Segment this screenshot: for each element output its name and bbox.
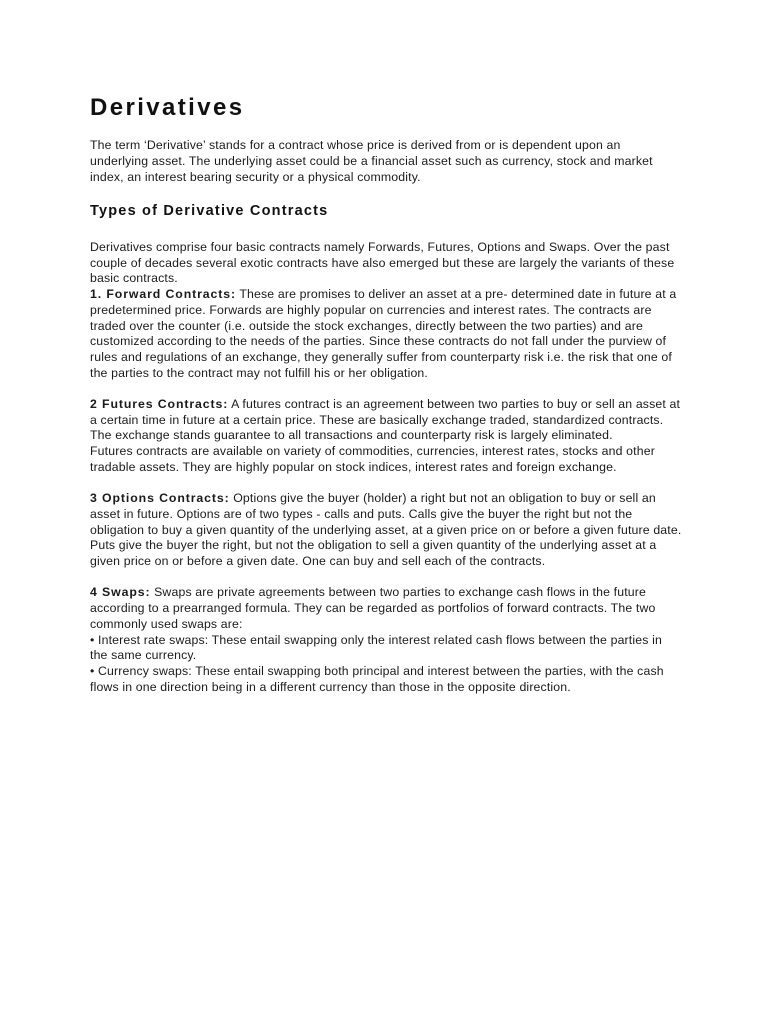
options-contracts-paragraph [90, 491, 682, 570]
options-contracts-lead: 3 Options Contracts: [90, 491, 230, 506]
swaps-text: Swaps are private agreements between two parties to exchange cash flows in the future according to a prearranged formula. They can be regarded as portfolios of forward contracts. The two commonly used swaps are: [90, 585, 656, 631]
futures-contracts-lead: 2 Futures Contracts: [90, 397, 229, 412]
swaps-paragraph [90, 585, 682, 632]
document-title: Derivatives [90, 94, 245, 121]
futures-followup-paragraph: Futures contracts are available on variety of commodities, currencies, interest rates, stocks and other tradable assets. They are highly popular on stock indices, interest rates and foreign exchange. [90, 444, 655, 474]
document-page [90, 92, 682, 695]
options-contracts-text: Options give the buyer (holder) a right but not an obligation to buy or sell an asset in future. Options are of two types - calls and puts. Calls give the buyer the right but not the obligation to buy a given quantity of the underlying asset, at a given price on or before a given future date. Puts give the buyer the right, but not the obligation to sell a given quantity of the underlying asset at a given price on or before a given date. One can buy and sell each of the contracts. [90, 491, 682, 569]
section-heading: Types of Derivative Contracts [90, 203, 329, 219]
forward-contracts-lead: 1. Forward Contracts: [90, 287, 236, 302]
swaps-bullet-currency: • Currency swaps: These entail swapping both principal and interest between the parties, with the cash flows in one direction being in a different currency than those in the opposite direction. [90, 663, 664, 694]
swaps-lead: 4 Swaps: [90, 585, 151, 600]
overview-paragraph: Derivatives comprise four basic contracts namely Forwards, Futures, Options and Swaps. Over the past couple of decades several exotic contracts have also emerged but these are largely the variants of these basic contracts. [90, 240, 675, 286]
forward-contracts-paragraph [90, 287, 682, 381]
intro-paragraph: The term ‘Derivative’ stands for a contract whose price is derived from or is dependent upon an underlying asset. The underlying asset could be a financial asset such as currency, stock and market index, an interest bearing security or a physical commodity. [90, 138, 653, 184]
swaps-bullet-interest-rate: • Interest rate swaps: These entail swapping only the interest related cash flows between the parties in the same currency. [90, 632, 662, 663]
futures-contracts-paragraph [90, 397, 682, 444]
futures-contracts-text: A futures contract is an agreement between two parties to buy or sell an asset at a certain time in future at a certain price. These are basically exchange traded, standardized contracts. The exchange stands guarantee to all transactions and counterparty risk is largely eliminated. [90, 397, 681, 443]
forward-contracts-text: These are promises to deliver an asset at a pre- determined date in future at a predetermined price. Forwards are highly popular on currencies and interest rates. The contracts are traded over the counter (i.e. outside the stock exchanges, directly between the two parties) and are customized according to the needs of the parties. Since these contracts do not fall under the purview of rules and regulations of an exchange, they generally suffer from counterparty risk i.e. the risk that one of the parties to the contract may not fulfill his or her obligation. [90, 287, 677, 380]
